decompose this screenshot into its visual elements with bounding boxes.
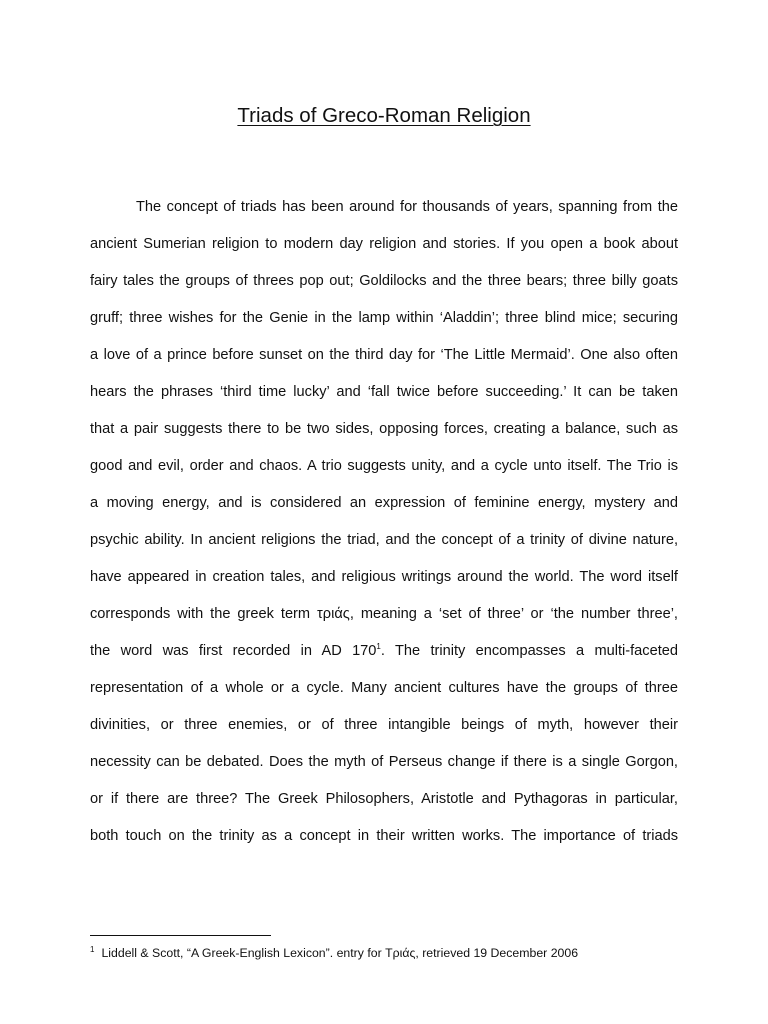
body-line: corresponds with the greek term τριάς, meaning a ‘set of three’ or ‘the number three’, [90, 606, 678, 622]
body-line: necessity can be debated. Does the myth of Perseus change if there is a single Gorgon, [90, 754, 678, 770]
body-line: a moving energy, and is considered an expression of feminine energy, mystery and [90, 495, 678, 511]
body-line: divinities, or three enemies, or of three intangible beings of myth, however their [90, 717, 678, 733]
body-line: good and evil, order and chaos. A trio suggests unity, and a cycle unto itself. The Trio is [90, 458, 678, 474]
document-title: Triads of Greco-Roman Religion [237, 104, 531, 127]
body-line: ancient Sumerian religion to modern day religion and stories. If you open a book about [90, 236, 678, 252]
body-line-text: . The trinity encompasses a multi-faceted [380, 643, 678, 659]
body-line: both touch on the trinity as a concept in their written works. The importance of triads [90, 828, 678, 844]
footnote-separator [90, 935, 271, 936]
footnote [90, 941, 578, 962]
body-line: The concept of triads has been around for thousands of years, spanning from the [136, 199, 678, 215]
body-line-with-footnote [90, 640, 678, 677]
footnote-marker: 1 [90, 945, 95, 954]
body-paragraph [90, 196, 678, 862]
body-line: or if there are three? The Greek Philosophers, Aristotle and Pythagoras in particular, [90, 791, 678, 807]
body-line: that a pair suggests there to be two sides, opposing forces, creating a balance, such as [90, 421, 678, 437]
body-line: hears the phrases ‘third time lucky’ and ‘fall twice before succeeding.’ It can be taken [90, 384, 678, 400]
body-line: a love of a prince before sunset on the third day for ‘The Little Mermaid’. One also often [90, 347, 678, 363]
body-line: psychic ability. In ancient religions the triad, and the concept of a trinity of divine nature, [90, 532, 678, 548]
body-line-text: the word was first recorded in AD 170 [90, 643, 377, 659]
footnote-reference[interactable]: 1 [376, 642, 381, 651]
footnote-text: Liddell & Scott, “A Greek-English Lexicon”. entry for Τριάς, retrieved 19 December 2006 [101, 946, 579, 960]
body-line: fairy tales the groups of threes pop out; Goldilocks and the three bears; three billy goats [90, 273, 678, 289]
body-line: have appeared in creation tales, and religious writings around the world. The word itself [90, 569, 678, 585]
body-line: representation of a whole or a cycle. Many ancient cultures have the groups of three [90, 680, 678, 696]
body-line: gruff; three wishes for the Genie in the lamp within ‘Aladdin’; three blind mice; securing [90, 310, 678, 326]
